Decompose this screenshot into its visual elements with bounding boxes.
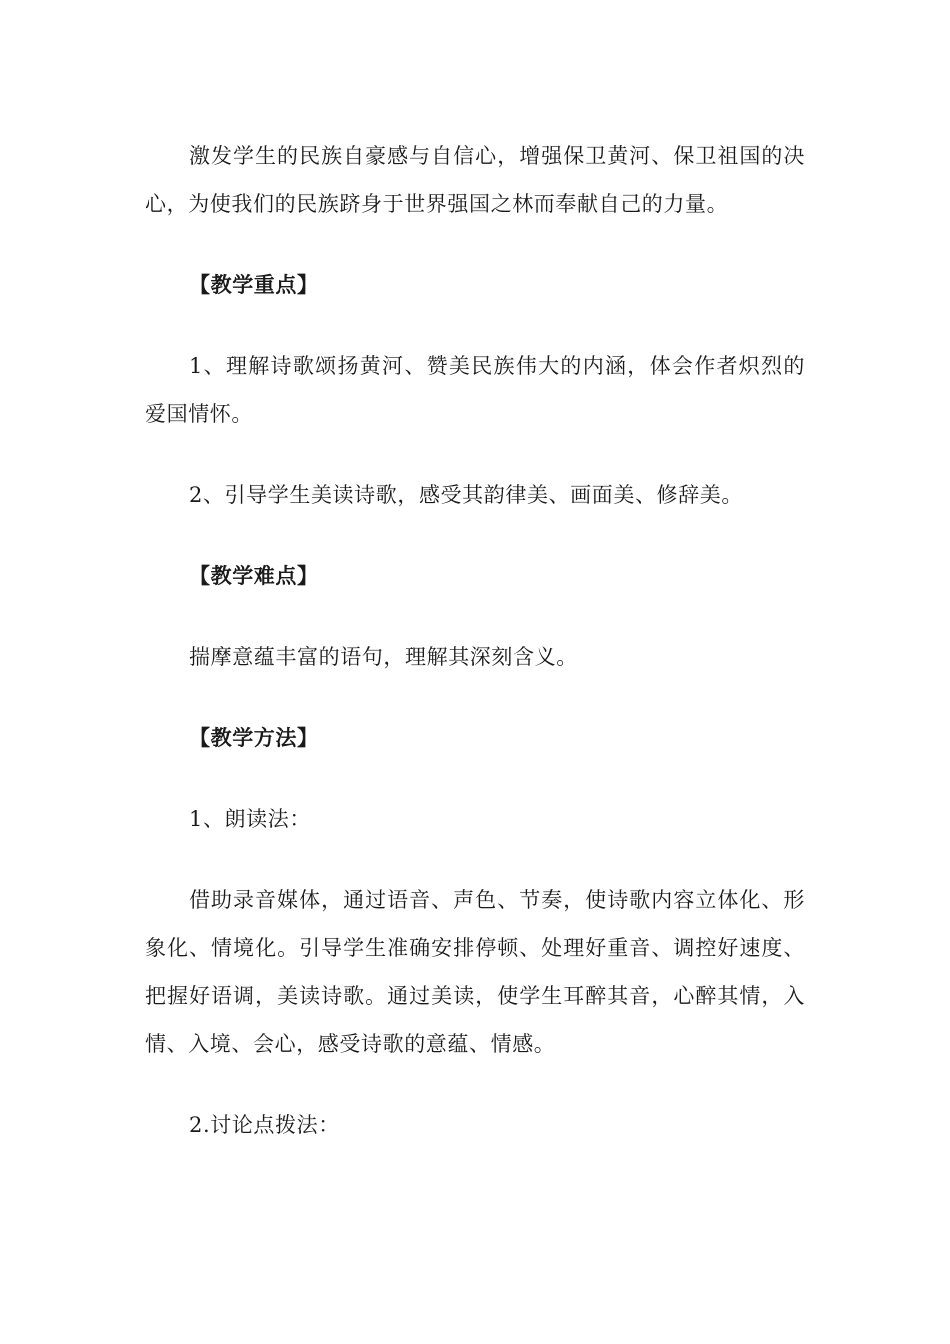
heading-methods: 【教学方法】 (189, 725, 319, 750)
key-point-2: 2、引导学生美读诗歌，感受其韵律美、画面美、修辞美。 (189, 483, 743, 507)
key-point-1: 1、理解诗歌颂扬黄河、赞美民族伟大的内涵，体会作者炽烈的爱国情怀。 (145, 354, 805, 426)
spacer (145, 600, 805, 633)
heading-difficulty: 【教学难点】 (189, 563, 319, 588)
method-1-paragraph: 借助录音媒体，通过语音、声色、节奏，使诗歌内容立体化、形象化、情境化。引导学生准确安排停顿、处理好重音、调控好速度、把握好语调，美读诗歌。通过美读，使学生耳醉其音，心醉其情，入情、入境、会心，感受诗歌的意蕴、情感。 (145, 888, 805, 1056)
spacer (145, 519, 805, 552)
method-2-title: 2.讨论点拨法： (189, 1113, 340, 1137)
spacer (145, 438, 805, 471)
spacer (145, 228, 805, 261)
intro-paragraph: 激发学生的民族自豪感与自信心，增强保卫黄河、保卫祖国的决心，为使我们的民族跻身于世界强国之林而奉献自己的力量。 (145, 144, 805, 216)
difficulty-paragraph: 揣摩意蕴丰富的语句，理解其深刻含义。 (189, 645, 578, 669)
heading-key-points: 【教学重点】 (189, 272, 319, 297)
spacer (145, 309, 805, 342)
spacer (145, 843, 805, 876)
document-body (145, 132, 805, 1149)
spacer (145, 681, 805, 714)
spacer (145, 1068, 805, 1101)
method-1-title: 1、朗读法： (189, 807, 311, 831)
spacer (145, 762, 805, 795)
